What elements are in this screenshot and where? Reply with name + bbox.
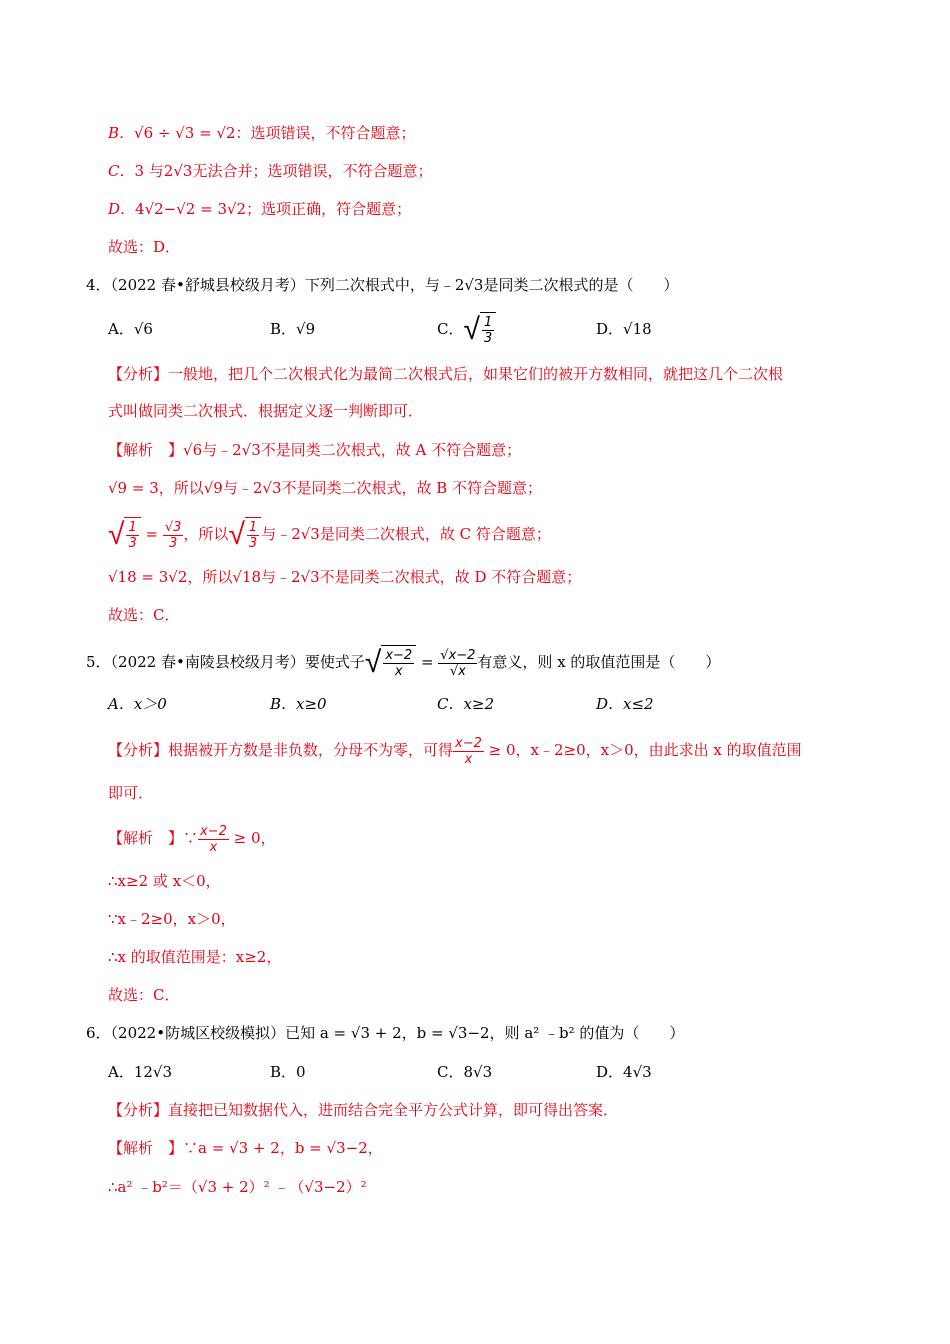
q4-stem: 4．（2022 春•舒城县校级月考）下列二次根式中，与﹣2√3是同类二次根式的是（ ）	[86, 276, 679, 294]
q5-solution-line-1: 【解析 】∵ $\frac{x-2}{x}$ ≥ 0，	[108, 823, 276, 855]
q5-option-c: C．x≥2	[437, 695, 495, 713]
q4-solution-line-4: √18 = 3√2，所以√18与﹣2√3不是同类二次根式，故 D 不符合题意；	[108, 568, 582, 586]
q4-answer: 故选：C．	[108, 606, 180, 624]
q4-analysis-line-2: 式叫做同类二次根式．根据定义逐一判断即可．	[108, 402, 424, 420]
q4-option-d: D．√18	[596, 320, 652, 338]
q4-solution-line-2: √9 = 3，所以√9与﹣2√3不是同类二次根式，故 B 不符合题意；	[108, 479, 543, 497]
q6-solution-line-2: ∴a² ﹣b²＝（√3 + 2）² ﹣（√3−2）²	[108, 1178, 367, 1196]
q4-option-c: C． √ $\frac{1}{3}$	[437, 306, 496, 352]
q3-option-c-explanation: C．3 与2√3无法合并；选项错误，不符合题意；	[108, 162, 433, 180]
q3-answer: 故选：D．	[108, 238, 181, 256]
q6-option-d: D．4√3	[596, 1063, 652, 1081]
q5-option-d: D．x≤2	[596, 695, 654, 713]
q4-option-a: A．√6	[108, 320, 153, 338]
q5-analysis-line-2: 即可．	[108, 784, 154, 802]
q4-option-b: B．√9	[270, 320, 316, 338]
q5-option-b: B．x≥0	[270, 695, 327, 713]
q4-solution-line-3: √ $\frac{1}{3}$ = $\frac{√3}{3}$ ，所以 √ $\frac{1}{3}$ 与﹣2√3是同类二次根式，故 C 符合题意；	[108, 517, 551, 552]
q5-solution-line-4: ∴x 的取值范围是：x≥2，	[108, 948, 282, 966]
q6-option-a: A．12√3	[108, 1063, 173, 1081]
q3-option-d-explanation: D．4√2−√2 = 3√2；选项正确，符合题意；	[108, 200, 412, 218]
q4-analysis-line-1: 【分析】一般地，把几个二次根式化为最简二次根式后，如果它们的被开方数相同，就把这几个二次根	[108, 365, 784, 383]
q5-solution-line-3: ∵x﹣2≥0，x＞0，	[108, 910, 236, 928]
q3-option-b-explanation: B．√6 ÷ √3 = √2：选项错误，不符合题意；	[108, 124, 416, 142]
q4-solution-line-1: 【解析 】√6与﹣2√3不是同类二次根式，故 A 不符合题意；	[108, 441, 522, 459]
q6-option-b: B．0	[270, 1063, 306, 1081]
q5-analysis-line-1: 【分析】根据被开方数是非负数，分母不为零，可得 $\frac{x-2}{x}$ ≥ 0，x﹣2≥0，x＞0，由此求出 x 的取值范围	[108, 735, 802, 767]
q5-stem: 5．（2022 春•南陵县校级月考）要使式子 √ $\frac{x-2}{x}$ = $\frac{√x-2}{√x}$ 有意义，则 x 的取值范围是（ ）	[86, 645, 721, 680]
q6-option-c: C．8√3	[437, 1063, 493, 1081]
q6-stem: 6．（2022•防城区校级模拟）已知 a = √3 + 2，b = √3−2，则 a² ﹣b² 的值为（ ）	[86, 1024, 685, 1042]
q5-option-a: A．x＞0	[108, 695, 167, 713]
q6-solution-line-1: 【解析 】∵a = √3 + 2，b = √3−2，	[108, 1139, 383, 1157]
q6-analysis: 【分析】直接把已知数据代入，进而结合完全平方公式计算，即可得出答案．	[108, 1101, 619, 1119]
q5-answer: 故选：C．	[108, 986, 180, 1004]
q5-solution-line-2: ∴x≥2 或 x＜0，	[108, 872, 221, 890]
q4-option-c-radical: √ $\frac{1}{3}$	[463, 312, 496, 348]
